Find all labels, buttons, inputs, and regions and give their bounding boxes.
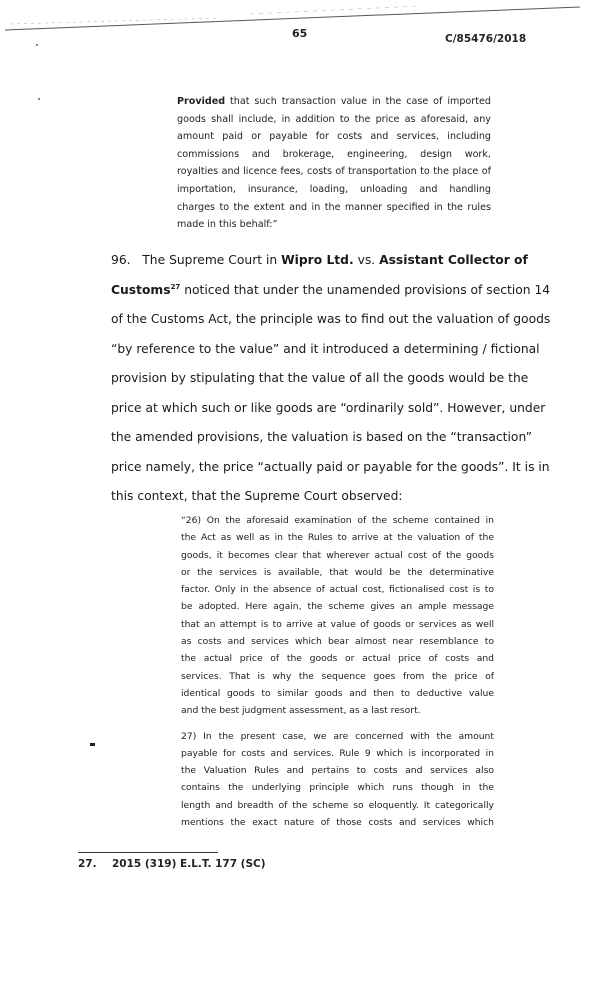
quote-paragraph-26: “26) On the aforesaid examination of the scheme contained in the Act as well as in the Rules to arrive at the valuation of the goods, it becomes clear that wherever actual cost of the goods or the services is available, that would be the determinative factor. Only in the absence of actual cost, fictionalised cost is to be adopted. Here again, the scheme gives an ample message that an attempt is to arrive at value of goods or services as well as costs and services which bear almost near resemblance to the actual price of the goods or actual price of costs and services. That is why the sequence goes from the price of identical goods to similar goods and then to deductive value and the best judgment assessment, as a last resort.	[181, 515, 494, 717]
quote-line: charges to the extent and in the manner specified in the rules	[177, 201, 491, 213]
paragraph-96	[111, 246, 551, 512]
scan-speck	[38, 98, 40, 100]
case-party: Wipro Ltd.	[281, 253, 354, 267]
quote-line: made in this behalf:”	[177, 219, 278, 231]
case-party: Assistant Collector of	[379, 253, 528, 267]
para-line: price at which such or like goods are “ordinarily sold”. However, under	[111, 400, 546, 415]
statute-quote	[177, 93, 491, 234]
footnote-number: 27.	[78, 858, 97, 870]
para-line: this context, that the Supreme Court observed:	[111, 489, 403, 503]
margin-mark	[90, 743, 95, 746]
quote-line: importation, insurance, loading, unloading and handling	[177, 183, 491, 195]
para-line: price namely, the price “actually paid or payable for the goods”. It is in	[111, 459, 550, 474]
footnote	[78, 858, 266, 870]
quote-line: royalties and licence fees, costs of transportation to the place of	[177, 166, 491, 178]
quote-line: Provided that such transaction value in the case of imported	[177, 96, 491, 107]
para-line: the amended provisions, the valuation is based on the “transaction”	[111, 430, 532, 444]
case-number: C/85476/2018	[445, 33, 527, 45]
footnote-citation: 2015 (319) E.L.T. 177 (SC)	[112, 858, 266, 870]
quote-line: goods shall include, in addition to the price as aforesaid, any	[177, 113, 491, 125]
para-line: “by reference to the value” and it introduced a determining / fictional	[111, 341, 540, 356]
footnote-divider	[78, 852, 218, 853]
judgment-quote	[181, 512, 494, 839]
quote-line: amount paid or payable for costs and services, including	[177, 131, 491, 143]
para-line: Customs$^{27}$ noticed that under the unamended provisions of section 14	[111, 282, 551, 297]
scan-speck	[36, 44, 38, 46]
quote-line: commissions and brokerage, engineering, design work,	[177, 148, 491, 160]
quote-paragraph-27: 27) In the present case, we are concerned with the amount payable for costs and services. Rule 9 which is incorporated in the Valuation Rules and pertains to costs and services also contains the underlying principle which runs though in the length and breadth of the scheme so eloquently. It categorically mentions the exact nature of those costs and services which	[181, 730, 494, 829]
paragraph-number: 96.	[111, 253, 131, 267]
footnote-ref: 27	[170, 282, 181, 291]
para-line: provision by stipulating that the value of all the goods would be the	[111, 371, 529, 385]
para-line: 96. The Supreme Court in Wipro Ltd. vs. Assistant Collector of	[111, 253, 528, 267]
para-line: of the Customs Act, the principle was to find out the valuation of goods	[111, 312, 551, 326]
page-number: 65	[292, 27, 308, 40]
